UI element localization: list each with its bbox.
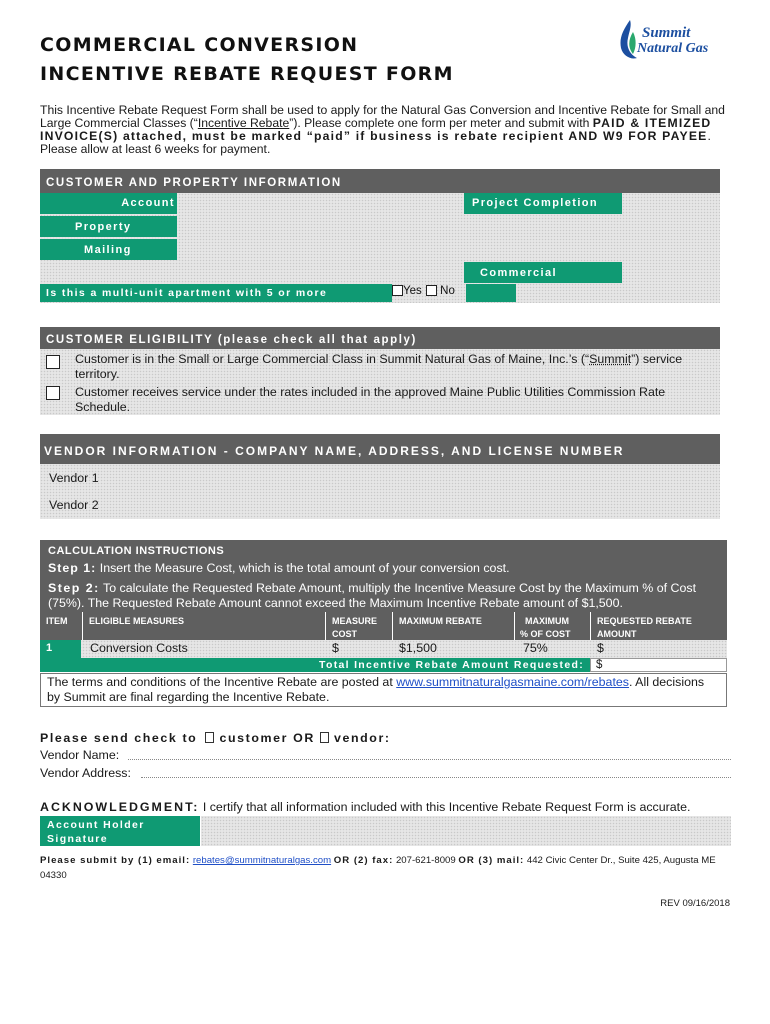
send-vendor-label: vendor: — [333, 731, 391, 745]
eligibility-item-1-text-b: ”) service territory. — [75, 352, 683, 381]
intro-text-1: This Incentive Rebate Request Form shall be used to apply for the Natural Gas Conversion and Incentive Rebate for Small and Large Commercial Classes (“ — [40, 103, 725, 130]
submit-fax-label: OR (2) fax: — [333, 855, 394, 866]
row-requested-rebate[interactable]: $ — [597, 641, 604, 655]
commercial-field[interactable] — [624, 262, 720, 283]
property-label-cell — [40, 216, 177, 237]
calc-step-2 — [48, 581, 724, 611]
intro-bold: PAID & ITEMIZED INVOICE(S) attached, must be marked “paid” if business is rebate recipient AND W9 FOR PAYEE — [40, 116, 712, 143]
vendor-1-field[interactable] — [110, 466, 715, 488]
terms-link[interactable]: www.summitnaturalgasmaine.com/rebates — [396, 675, 629, 689]
project-completion-field[interactable] — [624, 193, 720, 214]
calc-step-1 — [48, 561, 510, 575]
submit-email-label: Please submit by (1) email: — [40, 855, 191, 866]
signature-label-2: Signature — [47, 833, 109, 845]
acknowledgment-text: I certify that all information included with this Incentive Rebate Request Form is accurate. — [199, 800, 691, 814]
vendor-2-label: Vendor 2 — [49, 498, 99, 512]
acknowledgment-line — [40, 800, 690, 814]
yes-checkbox[interactable] — [392, 285, 403, 296]
col-item: ITEM — [46, 616, 68, 626]
vendor-checkbox[interactable] — [320, 732, 329, 743]
eligibility-item-2: Customer receives service under the rates included in the approved Maine Public Utilities Commission Rate Schedule. — [75, 385, 666, 414]
yes-label: Yes — [403, 285, 422, 297]
vendor-address-line[interactable] — [141, 777, 731, 778]
eligibility-section-header — [40, 327, 720, 349]
no-checkbox[interactable] — [426, 285, 437, 296]
terms-text-a: The terms and conditions of the Incentive Rebate are posted at — [47, 675, 397, 689]
submit-mail-address: 442 Civic Center Dr., Suite 425, Augusta ME 04330 — [40, 855, 716, 881]
submit-instructions — [40, 853, 735, 883]
mailing-label-cell — [40, 239, 177, 260]
summit-logo — [617, 18, 737, 64]
project-completion-label: Project Completion — [472, 197, 599, 209]
calc-table-row — [40, 640, 727, 658]
total-label-cell — [40, 658, 590, 672]
signature-field[interactable] — [201, 816, 731, 846]
col-requested-2: AMOUNT — [597, 629, 637, 639]
multi-unit-answer-cell — [466, 284, 516, 302]
col-measure-cost-1: MEASURE — [332, 616, 378, 626]
mailing-field[interactable] — [180, 239, 720, 260]
col-requested-1: REQUESTED REBATE — [597, 616, 692, 626]
row-max-pct: 75% — [523, 641, 548, 655]
signature-label-cell — [40, 816, 200, 846]
total-label: Total Incentive Rebate Amount Requested: — [319, 659, 584, 671]
step-1-text: Insert the Measure Cost, which is the total amount of your conversion cost. — [96, 561, 510, 575]
col-max-pct-1: MAXIMUM — [525, 616, 569, 626]
col-measure-cost-2: COST — [332, 629, 358, 639]
logo-natural-gas: Natural Gas — [637, 41, 709, 56]
step-1-label: Step 1: — [48, 561, 97, 575]
eligibility-item-1-text-a: Customer is in the Small or Large Commercial Class in Summit Natural Gas of Maine, Inc.’s (“ — [75, 352, 590, 366]
title-line-1: COMMERCIAL CONVERSION — [40, 34, 359, 56]
total-value-cell[interactable] — [590, 658, 727, 672]
account-label: Account — [121, 197, 175, 209]
step-2-label: Step 2: — [48, 581, 100, 595]
vendor-name-label: Vendor Name: — [40, 748, 120, 762]
submit-mail-label: OR (3) mail: — [458, 855, 525, 866]
project-completion-label-cell — [464, 193, 622, 214]
customer-section-header — [40, 169, 720, 193]
send-check-line — [40, 731, 391, 745]
calc-table-header — [40, 612, 727, 640]
row-measure: Conversion Costs — [90, 641, 188, 655]
title-line-2: INCENTIVE REBATE REQUEST FORM — [40, 63, 454, 85]
total-value: $ — [596, 659, 603, 671]
vendor-name-line[interactable] — [128, 759, 731, 760]
vendor-1-label: Vendor 1 — [49, 471, 99, 485]
revision-date: REV 09/16/2018 — [660, 898, 730, 909]
eligibility-checkbox-1[interactable] — [46, 355, 60, 369]
terms-text-b: . All decisions by Summit are final regarding the Incentive Rebate. — [47, 675, 705, 704]
property-field[interactable] — [180, 216, 720, 237]
col-max-rebate: MAXIMUM REBATE — [399, 616, 482, 626]
no-label: No — [440, 285, 455, 297]
vendor-2-field[interactable] — [110, 493, 715, 515]
col-max-pct-2: % OF COST — [520, 629, 571, 639]
vendor-section-title: VENDOR INFORMATION - COMPANY NAME, ADDRESS, AND LICENSE NUMBER — [44, 444, 625, 458]
account-label-cell — [40, 193, 177, 214]
multi-unit-label: Is this a multi-unit apartment with 5 or more — [46, 287, 328, 299]
eligibility-summit-term: Summit — [589, 352, 632, 366]
acknowledgment-heading: ACKNOWLEDGMENT: — [40, 800, 200, 814]
eligibility-section-title: CUSTOMER ELIGIBILITY (please check all that apply) — [46, 334, 417, 346]
logo-summit: Summit — [642, 25, 691, 41]
vendor-address-label: Vendor Address: — [40, 766, 131, 780]
send-customer-label: customer — [219, 731, 289, 745]
row-max-rebate: $1,500 — [399, 641, 437, 655]
commercial-label-cell — [464, 262, 622, 283]
row-item-number: 1 — [46, 642, 53, 654]
mailing-label: Mailing — [84, 244, 132, 256]
submit-fax-number: 207-621-8009 — [395, 855, 456, 866]
property-label: Property — [75, 221, 132, 233]
calc-section-title: CALCULATION INSTRUCTIONS — [48, 545, 225, 557]
intro-text-2: ”). Please complete one form per meter and submit with — [289, 116, 593, 130]
customer-section-title: CUSTOMER AND PROPERTY INFORMATION — [46, 177, 342, 189]
terms-box — [40, 673, 727, 707]
intro-paragraph — [40, 104, 730, 156]
customer-checkbox[interactable] — [205, 732, 214, 743]
vendor-section-header — [40, 434, 720, 464]
commercial-label: Commercial — [480, 267, 557, 279]
step-2-text: To calculate the Requested Rebate Amount, multiply the Incentive Measure Cost by the Maximum % of Cost (75%). The Requested Rebate Amount cannot exceed the Maximum Incentive Rebate amount of $1,500. — [48, 581, 697, 610]
row-measure-cost[interactable]: $ — [332, 641, 339, 655]
intro-term-link: Incentive Rebate — [197, 116, 290, 130]
eligibility-item-1 — [75, 352, 715, 382]
submit-email-link[interactable]: rebates@summitnaturalgas.com — [192, 855, 332, 866]
send-or-label: OR — [293, 731, 315, 745]
signature-label-1: Account Holder — [47, 819, 145, 831]
calc-instructions-block — [40, 540, 727, 612]
intro-text-3: . Please allow at least 6 weeks for payment. — [40, 129, 711, 156]
send-check-label: Please send check to — [40, 731, 198, 745]
account-field[interactable] — [180, 193, 462, 214]
multi-unit-options — [392, 285, 455, 297]
multi-unit-label-cell — [40, 284, 392, 302]
row-item-cell — [40, 640, 81, 658]
eligibility-checkbox-2[interactable] — [46, 386, 60, 400]
col-eligible-measures: ELIGIBLE MEASURES — [89, 616, 185, 626]
